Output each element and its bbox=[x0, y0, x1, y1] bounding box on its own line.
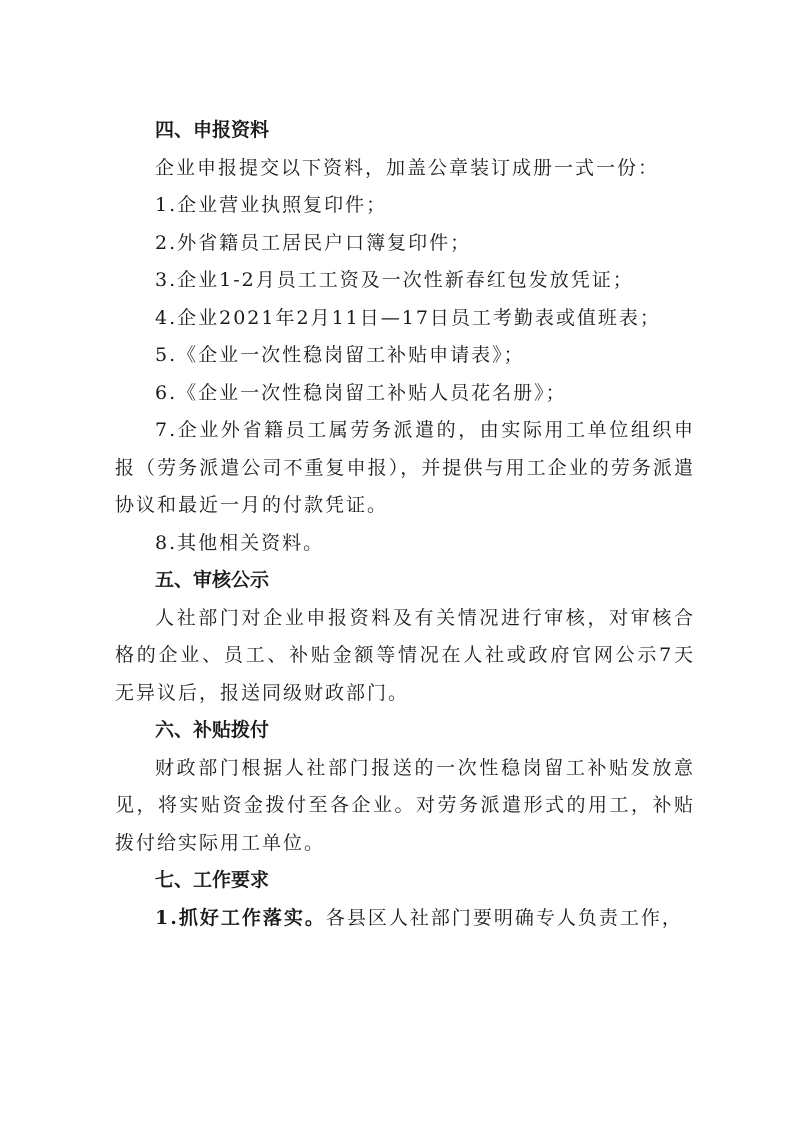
section-6-body: 财政部门根据人社部门报送的一次性稳岗留工补贴发放意见，将实贴资金拨付至各企业。对劳务派遣形式的用工，补贴拨付给实际用工单位。 bbox=[115, 756, 695, 854]
list-item: 7.企业外省籍员工属劳务派遣的，由实际用工单位组织申报（劳务派遣公司不重复申报），并提供与用工企业的劳务派遣协议和最近一月的付款凭证。 bbox=[115, 419, 695, 516]
section-heading-7: 七、工作要求 bbox=[155, 869, 270, 891]
list-item: 1.企业营业执照复印件； bbox=[155, 194, 388, 216]
section-heading-5: 五、审核公示 bbox=[155, 569, 270, 591]
section-7-item-1 bbox=[115, 900, 695, 938]
list-item: 4.企业2021年2月11日—17日员工考勤表或值班表； bbox=[155, 306, 661, 329]
section-4-intro: 企业申报提交以下资料，加盖公章装订成册一式一份： bbox=[155, 156, 660, 179]
item-lead: 1.抓好工作落实。 bbox=[155, 906, 326, 929]
document-body bbox=[115, 112, 695, 937]
list-item: 5.《企业一次性稳岗留工补贴申请表》； bbox=[155, 344, 525, 366]
list-item: 2.外省籍员工居民户口簿复印件； bbox=[155, 231, 472, 254]
list-item: 6.《企业一次性稳岗留工补贴人员花名册》； bbox=[155, 381, 567, 404]
list-item: 3.企业1-2月员工工资及一次性新春红包发放凭证； bbox=[155, 269, 634, 291]
item-text: 各县区人社部门要明确专人负责工作， bbox=[325, 906, 683, 929]
list-item: 8.其他相关资料。 bbox=[155, 531, 325, 554]
section-5-body: 人社部门对企业申报资料及有关情况进行审核，对审核合格的企业、员工、补贴金额等情况在人社或政府官网公示7天无异议后，报送同级财政部门。 bbox=[115, 606, 695, 704]
section-heading-4: 四、申报资料 bbox=[155, 119, 270, 141]
section-heading-6: 六、补贴拨付 bbox=[155, 719, 270, 741]
